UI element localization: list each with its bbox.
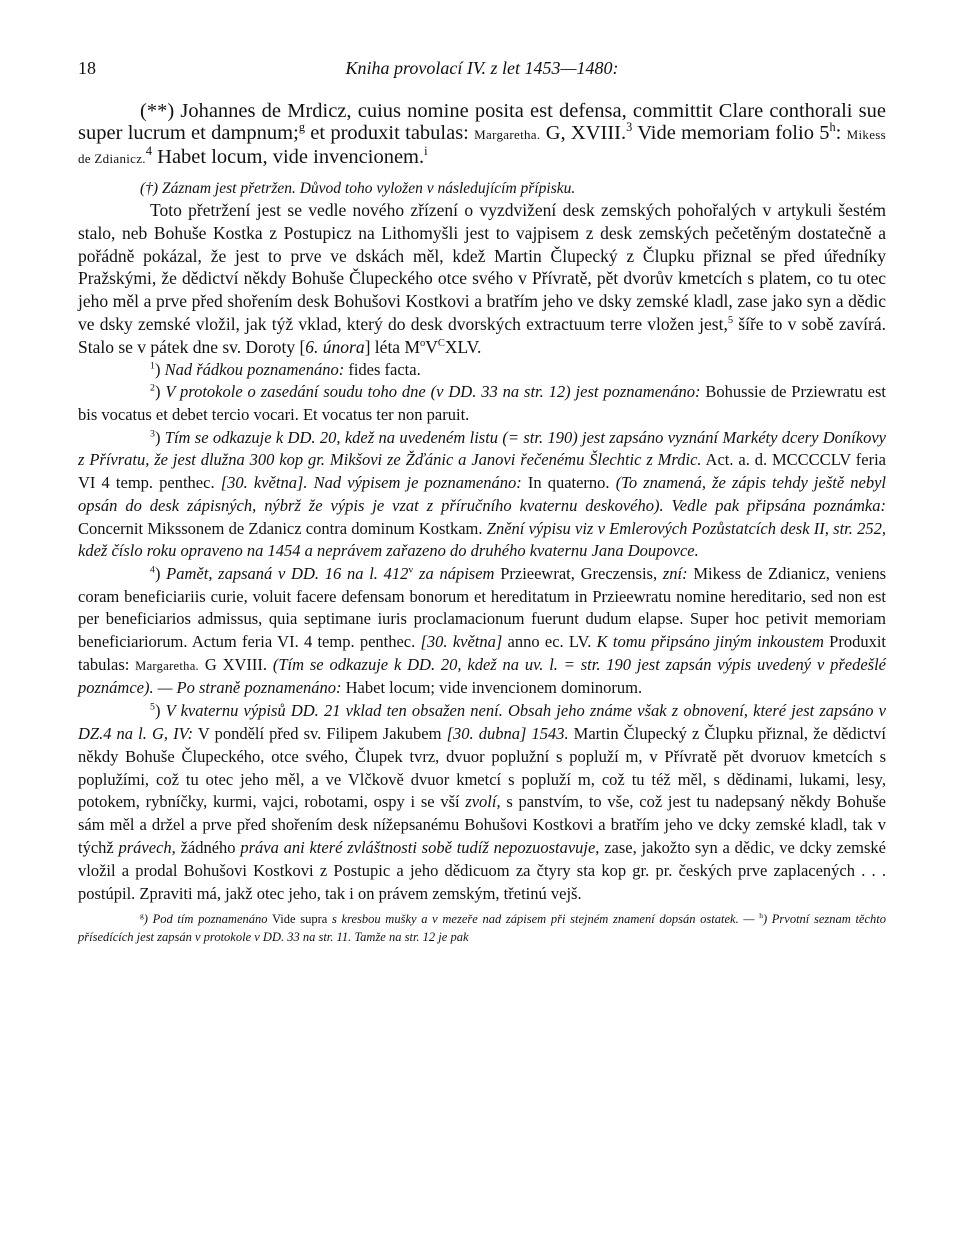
body-text: šíře to v sobě zavírá. Stalo se v pátek dne sv. Doroty [ bbox=[78, 313, 886, 357]
footnote-text: zase, jakožto syn a dědic, ve dcky zemské vložil a prodal Bohušovi Kostkovi z Postupic a jeho dědicuom za čtyry sta kop gr. pr. českých prve zaplacených . . . postúpil. Zpraviti má, jakž otec jeho, tak i on právem zemským, třetinú vejš. bbox=[78, 837, 886, 903]
footnote-1: $^1$) Nad řádkou poznamenáno: fides facta. bbox=[150, 359, 421, 379]
footnote-text: fides facta. bbox=[344, 359, 421, 379]
note-italic: ) Pod tím poznamenáno bbox=[143, 912, 268, 927]
footnote-text: anno ec. LV. bbox=[502, 632, 597, 652]
body-paragraph bbox=[78, 199, 886, 359]
running-head: Kniha provolací IV. z let 1453—1480: bbox=[345, 58, 619, 78]
note-italic: s kresbou mušky a v mezeře nad zápisem při stejném znamení dopsán ostatek. — bbox=[331, 912, 755, 927]
entry-text: G, XVIII. bbox=[540, 122, 627, 144]
footnote-italic: zní: bbox=[662, 563, 688, 583]
footnote-5: $^5$) V kvaternu výpisů DD. 21 vklad ten obsažen není. Obsah jeho známe však z obnovení, které jest zapsáno v DZ.4 na l. G, IV: V pondělí před sv. Filipem Jakubem [30. dubna] 1543. Martin Člupecký z Člupku přiznal, že dědictví někdy Bohuše Člupeckého, otce svého, Člupek tvrz, dvuor poplužní s popluží m, v Přívratě pět dvoruov kmetcích s poplužími, což tu otec jeho měl, a ve Vlčkově dvuor kmetcí s popluží m, což tu též měl, s dědinami, lukami, lesy, potokem, rybníčky, kurmi, vajci, robotami, ospy i se vší zvolí, s panstvím, to vše, což jest tu nadepsaný někdy Bohuše sám měl a držel a prve před shořením desk nížepsanému Bohušovi Kostkovi a bratřím jeho ve dcky zemské kladl, tak v týchž právech, žádného práva ani které zvláštnosti sobě tudíž nepozuostavuje, zase, jakožto syn a dědic, ve dcky zemské vložil a prodal Bohušovi Kostkovi z Postupic a jeho dědicuom za čtyry sta kop gr. pr. českých prve zaplacených . . . postúpil. Zpraviti má, jakž otec jeho, tak i on právem zemským, třetinú vejš. bbox=[78, 701, 887, 903]
note-text: Vide supra bbox=[267, 912, 332, 927]
footnote-text: Produxit tabulas: bbox=[78, 632, 886, 674]
footnote-text: Bohussie de Prziewratu est bis vocatus et debet tercio vocari. Et vocatus ter non paruit. bbox=[78, 382, 886, 424]
entry-text: Vide memoriam folio 5 bbox=[632, 122, 830, 144]
footnote-italic: Pamět, zapsaná v DD. 16 na l. 412 bbox=[166, 563, 409, 583]
entry-text: Habet locum, vide invencionem. bbox=[152, 146, 425, 168]
note-ref: 4 bbox=[145, 144, 153, 159]
note-ref: 3 bbox=[626, 120, 633, 135]
footnote-mark: 2 bbox=[150, 382, 155, 394]
footnote-italic: [30. dubna] 1543. bbox=[446, 723, 569, 743]
note-mark: g bbox=[140, 911, 144, 921]
body-text: Toto přetržení jest se vedle nového zřízení o vyzdvižení desk zemských pohořalých v artykuli šestém stalo, neb Bohuše Kostka z Postupicz na Lithomyšli jest to vajpisem z desk zemských pečetěným dostatečně a pořádně pokázal, že jest to prve ve dskách měl, kdež Martin Člupecký z Člupku přiznal se před úředníky Pražskými, že dědictví někdy Bohuše Člupeckého otce svého v Přívratě, pět dvorův kmetcích s platem, co tu otec jeho měl a prve před shořením desk Bohušovi Kostkovi a bratřím jeho ve dsky zemské kladl, zase jako syn a dědic ve dsky zemské vložil, jak týž vklad, který do desk dvorských extractuum terre vložen jest, bbox=[78, 200, 886, 334]
footnote-mark: 3 bbox=[150, 428, 155, 440]
footnote-3: $^3$) Tím se odkazuje k DD. 20, kdež na uvedeném listu (= str. 190) jest zapsáno vyznání Markéty dcery Doníkovy z Přívratu, že jest dlužna 300 kop gr. Mikšovi ze Žďánic a Janovi řečenému Šlechtic z Mrdic. Act. a. d. MCCCCLV feria VI 4 temp. penthec. [30. května]. Nad výpisem je poznamenáno: In quaterno. (To znamená, že zápis tehdy ještě nebyl opsán do desk zápisných, nýbrž že výpis je vzat z příručního kvaternu deskového). Vedle pak připsána poznámka: Concernit Mikssonem de Zdanicz contra dominum Kostkam. Znění výpisu viz v Emlerových Pozůstatcích desk II, str. 252, kdež číslo roku opraveno na 1454 a neprávem zařazeno do druhého kvaternu Jana Doupovce. bbox=[78, 427, 886, 561]
dagger-note: (†) Záznam jest přetržen. Důvod toho vyložen v následujícím přípisku. bbox=[140, 180, 576, 197]
footnote-2: $^2$) V protokole o zasedání soudu toho dne (v DD. 33 na str. 12) jest poznamenáno: Bohussie de Prziewratu est bis vocatus et debet tercio vocari. Et vocatus ter non paruit. bbox=[78, 382, 886, 424]
footnote-italic: Nad řádkou poznamenáno: bbox=[164, 359, 345, 379]
note-ref: 5 bbox=[727, 315, 734, 327]
footnote-text: Act. a. d. MCCCCLV feria VI 4 temp. penthec. bbox=[78, 450, 886, 493]
document-page bbox=[78, 58, 886, 946]
superscript: C bbox=[437, 337, 445, 349]
footnote-italic: [30. května] bbox=[420, 632, 503, 652]
page-number: 18 bbox=[78, 58, 96, 78]
superscript: v bbox=[408, 564, 414, 576]
footnote-mark: 1 bbox=[150, 360, 155, 372]
footnote-text: s panstvím, to vše, což jest tu nadepsaný někdy Bohuše sám měl a držel a prve před shořením desk nížepsanému Bohušovi Kostkovi a bratřím jeho ve dcky zemské kladl, tak v týchž bbox=[78, 792, 886, 857]
note-ref: h bbox=[829, 120, 836, 135]
footnote-small-caps: Margaretha. bbox=[135, 658, 199, 673]
footnote-text: V pondělí před sv. Filipem Jakubem bbox=[193, 723, 447, 743]
entry-text: (**) Johannes de Mrdicz, cuius nomine posita est defensa, committit Clare conthorali sue super lucrum et dampnum; bbox=[78, 100, 886, 144]
note-italic: ) Prvotní seznam těchto přísedících jest zapsán v protokole v DD. 33 na str. 11. Tamže na str. 12 je pak bbox=[78, 912, 886, 944]
footnote-mark: 5 bbox=[150, 701, 155, 713]
entry-small-caps: Mikess de Zdianicz. bbox=[78, 127, 886, 166]
footnote-4: $^4$) Pamět, zapsaná v DD. 16 na l. 412$^v$ za nápisem Przieewrat, Greczensis, zní: Mikess de Zdianicz, veniens coram beneficiariis curie, voluit facere defensam bonorum et hereditatum in Przieewratu nomine hereditario, sed non est per beneficiarios admissus, quia septimane iuris proclamacionum fuerunt dudum elapse. Super hoc petivit memoriam beneficiariorum. Actum feria VI. 4 temp. penthec. [30. května] anno ec. LV. K tomu připsáno jiným inkoustem Produxit tabulas: Margaretha. G XVIII. (Tím se odkazuje k DD. 20, kdež na uv. l. = str. 190 jest zapsán výpis uvedený v předešlé poznámce). — Po straně poznamenáno: Habet locum; vide invencionem dominorum. bbox=[78, 563, 887, 698]
footnote-italic: práva ani které zvláštnosti sobě tudíž nepozuostavuje, bbox=[240, 837, 600, 857]
footnote-text: G XVIII. bbox=[198, 654, 273, 674]
footnote-text: Mikess de Zdianicz, veniens coram beneficiariis curie, voluit facere defensam bonorum et hereditatum in Przieewratu nomine hereditario, sed non est per beneficiarios admissus, quia septimane iuris proclamacionum fuerunt dudum elapse. Super hoc petivit memoriam beneficiariorum. Actum feria VI. 4 temp. penthec. bbox=[78, 563, 887, 652]
body-italic: 6. února bbox=[305, 336, 365, 357]
footnote-italic: [30. května]. Nad výpisem je poznamenáno: bbox=[220, 473, 522, 493]
entry-text: et produxit tabulas: bbox=[304, 122, 475, 144]
superscript: o bbox=[420, 337, 426, 349]
footnote-italic: za nápisem bbox=[413, 563, 495, 583]
footnote-italic: (Tím se odkazuje k DD. 20, kdež na uv. l. = str. 190 jest zapsán výpis uvedený v předešlé poznámce). — Po straně poznamenáno: bbox=[78, 654, 887, 698]
entry-text: : bbox=[835, 122, 847, 144]
footnote-italic: Tím se odkazuje k DD. 20, kdež na uvedeném listu (= str. 190) jest zapsáno vyznání Markéty dcery Doníkovy z Přívratu, že jest dlužna 300 kop gr. Mikšovi ze Žďánic a Janovi řečenému Šlechtic z Mrdic. bbox=[78, 427, 886, 470]
footnote-italic: V kvaternu výpisů DD. 21 vklad ten obsažen není. Obsah jeho známe však z obnovení, které jest zapsáno v DZ.4 na l. G, IV: bbox=[78, 701, 886, 743]
footnote-italic: Znění výpisu viz v Emlerových Pozůstatcích desk II, str. 252, kdež číslo roku opraveno na 1454 a neprávem zařazeno do druhého kvaternu Jana Doupovce. bbox=[78, 518, 886, 561]
page-header bbox=[78, 58, 886, 88]
entry-small-caps: Margaretha. bbox=[474, 127, 541, 142]
footnote-italic: V protokole o zasedání soudu toho dne (v DD. 33 na str. 12) jest poznamenáno: bbox=[165, 382, 701, 402]
footnote-italic: zvolí, bbox=[465, 792, 501, 812]
footnote-text: Habet locum; vide invencionem dominorum. bbox=[341, 678, 643, 698]
note-ref: i bbox=[424, 144, 428, 159]
footnote-text: Przieewrat, Greczensis, bbox=[494, 563, 663, 583]
footnote-text: Martin Člupecký z Člupku přiznal, že dědictví někdy Bohuše Člupeckého, otce svého, Člupek tvrz, dvuor poplužní s popluží m, v Přívratě pět dvoruov kmetcích s poplužími, což tu otec jeho měl, a ve Vlčkově dvuor kmetcí s popluží m, což tu též měl, s dědinami, lukami, lesy, potokem, rybníčky, kurmi, vajci, robotami, ospy i se vší bbox=[78, 723, 887, 812]
footnote-italic: K tomu připsáno jiným inkoustem bbox=[596, 632, 824, 652]
bottom-notes bbox=[78, 911, 886, 946]
register-entry bbox=[78, 100, 886, 170]
body-text: XLV. bbox=[444, 336, 482, 357]
footnote-italic: právech, bbox=[118, 837, 176, 857]
footnote-text: žádného bbox=[175, 837, 241, 857]
footnote-text: Concernit Mikssonem de Zdanicz contra dominum Kostkam. bbox=[78, 518, 487, 538]
footnote-text: In quaterno. bbox=[521, 473, 616, 493]
footnote-mark: 4 bbox=[150, 564, 155, 576]
note-ref: g bbox=[298, 120, 305, 135]
body-text: ] léta M bbox=[364, 336, 421, 357]
body-text: V bbox=[425, 336, 438, 357]
note-mark: h bbox=[759, 911, 763, 921]
footnote-italic: (To znamená, že zápis tehdy ještě nebyl opsán do desk zápisných, nýbrž že výpis je vzat z příručního kvaternu deskového). Vedle pak připsána poznámka: bbox=[78, 473, 886, 515]
